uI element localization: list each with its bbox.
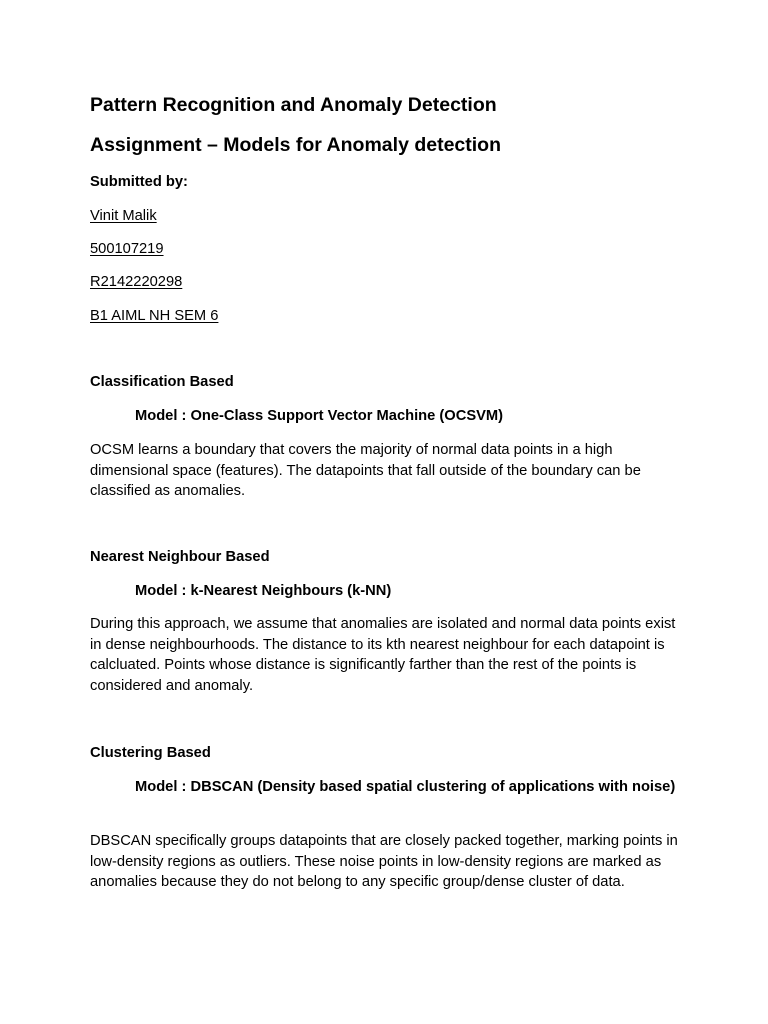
document-subtitle: Assignment – Models for Anomaly detection: [90, 134, 502, 156]
document-title: Pattern Recognition and Anomaly Detection: [90, 94, 497, 116]
section-model: Model : One-Class Support Vector Machine (OCSVM): [135, 408, 504, 424]
section-model: Model : k-Nearest Neighbours (k-NN): [135, 583, 392, 599]
student-id-link[interactable]: 500107219: [90, 241, 164, 257]
submitted-by-label: Submitted by:: [90, 174, 188, 190]
section-heading: Clustering Based: [90, 745, 211, 761]
section-description: OCSM learns a boundary that covers the majority of normal data points in a high dimensional space (features). The datapoints that fall outside of the boundary can be classified as anomalies.: [90, 442, 641, 499]
section-heading: Classification Based: [90, 374, 234, 390]
roll-number-link[interactable]: R2142220298: [90, 274, 183, 290]
section-description: During this approach, we assume that anomalies are isolated and normal data points exist in dense neighbourhoods. The distance to its kth nearest neighbour for each datapoint is calcluated. Points whose distance is significantly farther than the rest of the points is considered and anomaly.: [90, 616, 676, 694]
section-heading: Nearest Neighbour Based: [90, 549, 270, 565]
section-model: Model : DBSCAN (Density based spatial clustering of applications with noise): [135, 779, 676, 795]
section-description: DBSCAN specifically groups datapoints that are closely packed together, marking points in low-density regions as outliers. These noise points in low-density regions are marked as anomalies because they do not belong to any specific group/dense cluster of data.: [90, 833, 678, 890]
student-name-link[interactable]: Vinit Malik: [90, 208, 157, 224]
batch-link[interactable]: B1 AIML NH SEM 6: [90, 308, 219, 324]
